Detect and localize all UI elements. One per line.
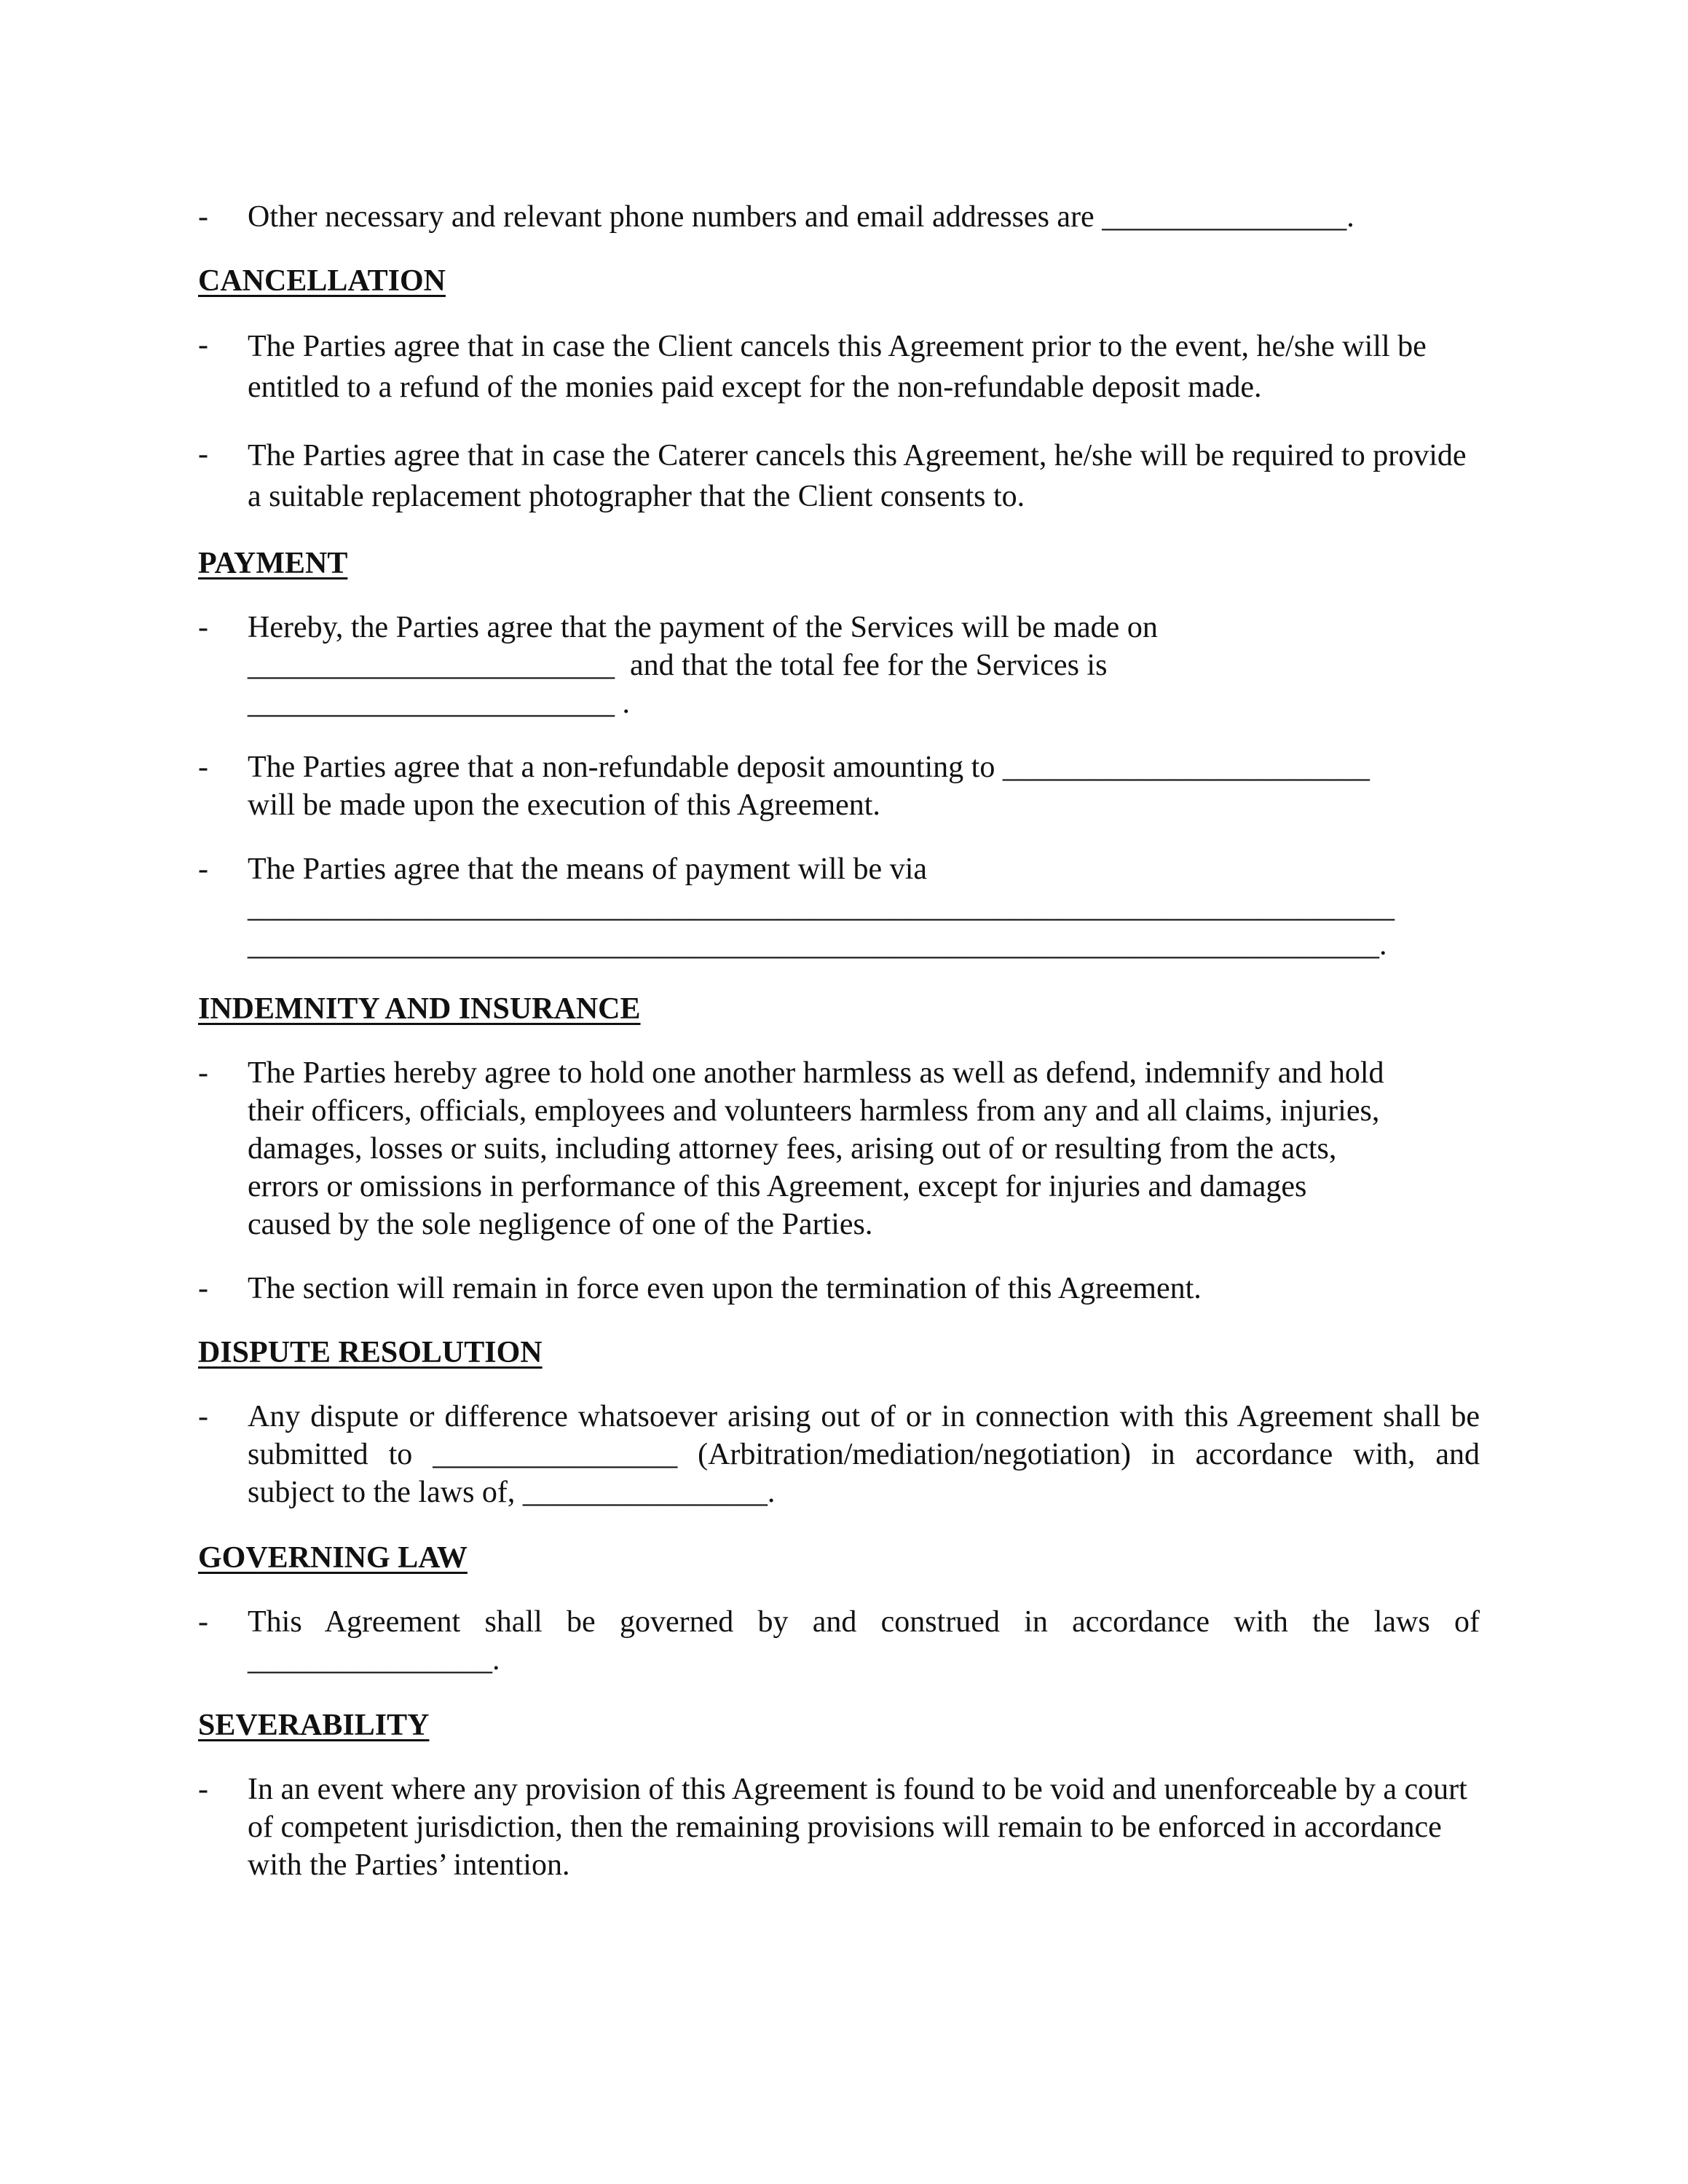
payment-clause-date-fee-line: ________________________ and that the total fee for the Services is bbox=[248, 649, 1108, 682]
cancellation-heading: CANCELLATION bbox=[198, 264, 446, 298]
payment-clause-date-fee-line: Hereby, the Parties agree that the payment of the Services will be made on bbox=[248, 611, 1158, 644]
severability-heading: SEVERABILITY bbox=[198, 1709, 430, 1742]
governing-law-heading: GOVERNING LAW bbox=[198, 1541, 468, 1575]
payment-clause-deposit-line: will be made upon the execution of this Agreement. bbox=[248, 788, 880, 822]
indemnity-clause-harmless bbox=[198, 1054, 1480, 1243]
cancellation-clause-caterer bbox=[198, 435, 1480, 517]
cancellation-clause-caterer-text: The Parties agree that in case the Caterer cancels this Agreement, he/she will be required to provide a suitable replacement photographer that the Client consents to. bbox=[248, 439, 1467, 513]
cancellation-clause-client bbox=[198, 326, 1480, 408]
indemnity-clause-line: their officers, officials, employees and volunteers harmless from any and all claims, injuries, bbox=[248, 1094, 1380, 1128]
payment-clause-means-line: __________________________________________________________________________. bbox=[248, 928, 1387, 962]
bullet-dash: - bbox=[198, 852, 208, 886]
payment-heading: PAYMENT bbox=[198, 547, 348, 580]
bullet-dash: - bbox=[198, 438, 208, 471]
payment-clause-date-fee-line: ________________________ . bbox=[248, 687, 630, 720]
bullet-dash: - bbox=[198, 1605, 208, 1639]
dispute-clause-text: Any dispute or difference whatsoever arising out of or in connection with this Agreement shall be submitted to ________________ (Arbitration/mediation/negotiation) in accordance with, and subject to the laws of, ________________. bbox=[248, 1400, 1480, 1509]
payment-clause-date-fee bbox=[198, 609, 1480, 722]
indemnity-clause-survival bbox=[198, 1270, 1480, 1307]
payment-clause-means bbox=[198, 850, 1480, 964]
governing-law-clause bbox=[198, 1603, 1480, 1679]
indemnity-clause-line: caused by the sole negligence of one of the Parties. bbox=[248, 1208, 873, 1241]
bullet-dash: - bbox=[198, 200, 208, 234]
bullet-dash: - bbox=[198, 1773, 208, 1806]
bullet-dash: - bbox=[198, 751, 208, 784]
dispute-clause bbox=[198, 1398, 1480, 1511]
severability-clause-text: In an event where any provision of this Agreement is found to be void and unenforceable by a court of competent jurisdiction, then the remaining provisions will remain to be enforced in accordance with the Parties’ intention. bbox=[248, 1773, 1467, 1882]
contacts-clause bbox=[198, 198, 1480, 236]
bullet-dash: - bbox=[198, 1056, 208, 1090]
bullet-dash: - bbox=[198, 1400, 208, 1433]
bullet-dash: - bbox=[198, 1272, 208, 1305]
indemnity-clause-line: The Parties hereby agree to hold one another harmless as well as defend, indemnify and hold bbox=[248, 1056, 1384, 1090]
cancellation-clause-client-text: The Parties agree that in case the Client cancels this Agreement prior to the event, he/she will be entitled to a refund of the monies paid except for the non-refundable deposit made. bbox=[248, 330, 1427, 404]
severability-clause bbox=[198, 1770, 1480, 1884]
dispute-heading: DISPUTE RESOLUTION bbox=[198, 1336, 543, 1369]
indemnity-heading: INDEMNITY AND INSURANCE bbox=[198, 992, 641, 1026]
bullet-dash: - bbox=[198, 611, 208, 644]
governing-law-clause-text: This Agreement shall be governed by and construed in accordance with the laws of ________________. bbox=[248, 1605, 1480, 1677]
payment-clause-deposit-line: The Parties agree that a non-refundable deposit amounting to ________________________ bbox=[248, 751, 1370, 784]
payment-clause-deposit bbox=[198, 748, 1480, 824]
contacts-clause-text: Other necessary and relevant phone numbers and email addresses are ________________. bbox=[248, 200, 1354, 234]
payment-clause-means-line: ___________________________________________________________________________ bbox=[248, 890, 1395, 924]
payment-clause-means-line: The Parties agree that the means of payment will be via bbox=[248, 852, 928, 886]
bullet-dash: - bbox=[198, 328, 208, 362]
document-content bbox=[198, 198, 1480, 1913]
indemnity-clause-line: damages, losses or suits, including attorney fees, arising out of or resulting from the acts, bbox=[248, 1132, 1337, 1166]
indemnity-clause-survival-text: The section will remain in force even upon the termination of this Agreement. bbox=[248, 1272, 1202, 1305]
indemnity-clause-line: errors or omissions in performance of this Agreement, except for injuries and damages bbox=[248, 1170, 1307, 1203]
